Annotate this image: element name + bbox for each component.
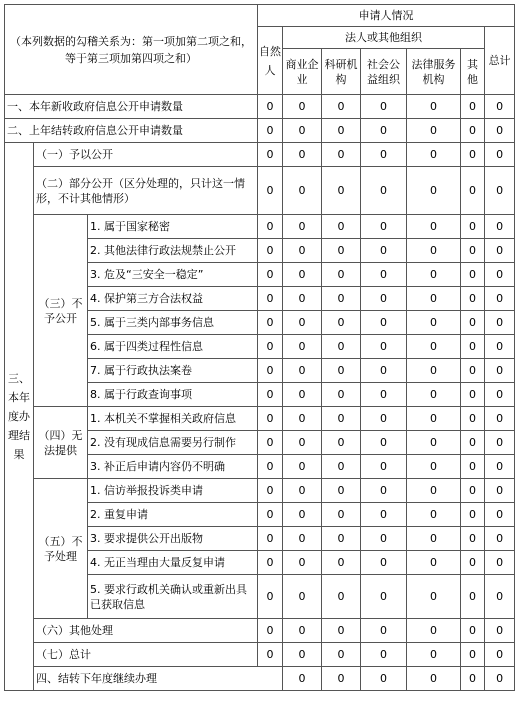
value-cell: 0 [283,503,322,527]
value-cell: 0 [361,407,407,431]
row-label: 3. 危及“三安全一稳定” [88,263,258,287]
value-cell: 0 [407,619,461,643]
value-cell: 0 [461,263,485,287]
value-cell: 0 [485,359,515,383]
value-cell: 0 [322,503,361,527]
value-cell: 0 [407,143,461,167]
value-cell: 0 [407,551,461,575]
row-label: 8. 属于行政查询事项 [88,383,258,407]
value-cell: 0 [361,455,407,479]
value-cell: 0 [407,239,461,263]
value-cell: 0 [407,383,461,407]
value-cell: 0 [485,215,515,239]
value-cell: 0 [485,335,515,359]
value-cell: 0 [361,527,407,551]
value-cell: 0 [461,215,485,239]
value-cell: 0 [485,407,515,431]
value-cell: 0 [361,167,407,215]
value-cell: 0 [461,335,485,359]
value-cell: 0 [485,431,515,455]
value-cell: 0 [258,335,283,359]
header-sub-column: 社会公益组织 [361,49,407,95]
value-cell: 0 [322,359,361,383]
value-cell: 0 [361,119,407,143]
value-cell: 0 [361,215,407,239]
value-cell: 0 [322,287,361,311]
value-cell: 0 [461,119,485,143]
value-cell: 0 [322,575,361,619]
value-cell: 0 [407,431,461,455]
value-cell: 0 [461,311,485,335]
value-cell: 0 [407,119,461,143]
value-cell: 0 [461,479,485,503]
value-cell: 0 [485,311,515,335]
value-cell: 0 [485,95,515,119]
value-cell: 0 [485,619,515,643]
value-cell: 0 [322,215,361,239]
value-cell: 0 [461,95,485,119]
value-cell: 0 [322,239,361,263]
value-cell: 0 [283,215,322,239]
value-cell: 0 [322,619,361,643]
value-cell: 0 [322,527,361,551]
value-cell: 0 [461,643,485,667]
header-natural-person: 自然人 [258,27,283,95]
value-cell: 0 [322,431,361,455]
value-cell: 0 [283,527,322,551]
value-cell: 0 [485,239,515,263]
row-label: 3. 要求提供公开出版物 [88,527,258,551]
value-cell: 0 [461,455,485,479]
value-cell: 0 [361,551,407,575]
value-cell: 0 [361,359,407,383]
value-cell: 0 [485,667,515,691]
value-cell: 0 [283,263,322,287]
value-cell: 0 [283,431,322,455]
value-cell: 0 [485,119,515,143]
value-cell: 0 [461,239,485,263]
value-cell: 0 [361,263,407,287]
header-sub-column: 科研机构 [322,49,361,95]
value-cell: 0 [485,479,515,503]
value-cell: 0 [461,551,485,575]
value-cell: 0 [407,479,461,503]
row-label: （一）予以公开 [34,143,258,167]
value-cell: 0 [258,551,283,575]
value-cell: 0 [407,575,461,619]
value-cell: 0 [283,239,322,263]
value-cell: 0 [407,503,461,527]
value-cell: 0 [258,643,283,667]
value-cell: 0 [283,119,322,143]
value-cell: 0 [322,643,361,667]
value-cell: 0 [361,643,407,667]
value-cell: 0 [461,431,485,455]
value-cell: 0 [407,527,461,551]
value-cell: 0 [361,95,407,119]
row-label: （七）总计 [34,643,258,667]
value-cell: 0 [283,667,322,691]
value-cell: 0 [485,287,515,311]
row-label: 1. 信访举报投诉类申请 [88,479,258,503]
value-cell: 0 [407,335,461,359]
value-cell: 0 [461,143,485,167]
row-label: 2. 其他法律行政法规禁止公开 [88,239,258,263]
value-cell: 0 [485,383,515,407]
value-cell: 0 [283,167,322,215]
value-cell: 0 [258,407,283,431]
value-cell: 0 [322,167,361,215]
value-cell: 0 [258,239,283,263]
section-3-label: 三、本年度办理结果 [5,143,34,691]
header-sub-column: 商业企业 [283,49,322,95]
row-label: 6. 属于四类过程性信息 [88,335,258,359]
row-label: 一、本年新收政府信息公开申请数量 [5,95,258,119]
value-cell: 0 [485,167,515,215]
value-cell: 0 [407,95,461,119]
value-cell: 0 [461,527,485,551]
row-label: 二、上年结转政府信息公开申请数量 [5,119,258,143]
value-cell: 0 [361,503,407,527]
value-cell: 0 [361,479,407,503]
value-cell: 0 [361,431,407,455]
value-cell: 0 [283,95,322,119]
value-cell: 0 [258,383,283,407]
header-note: （本列数据的勾稽关系为：第一项加第二项之和，等于第三项加第四项之和） [5,5,258,95]
value-cell: 0 [461,167,485,215]
value-cell: 0 [361,335,407,359]
value-cell: 0 [258,479,283,503]
row-label: 4. 无正当理由大量反复申请 [88,551,258,575]
value-cell: 0 [361,619,407,643]
value-cell: 0 [322,667,361,691]
row-label: （二）部分公开（区分处理的，只计这一情形，不计其他情形） [34,167,258,215]
value-cell: 0 [283,143,322,167]
value-cell: 0 [258,311,283,335]
value-cell: 0 [407,311,461,335]
value-cell: 0 [322,143,361,167]
value-cell: 0 [283,407,322,431]
value-cell: 0 [283,643,322,667]
value-cell: 0 [322,551,361,575]
disclosure-statistics-table [4,4,515,691]
value-cell: 0 [258,143,283,167]
row-label: 2. 重复申请 [88,503,258,527]
value-cell: 0 [322,119,361,143]
value-cell: 0 [258,119,283,143]
row-label: 7. 属于行政执法案卷 [88,359,258,383]
group-3-label: （三）不予公开 [34,215,88,407]
group-4-label: （四）无法提供 [34,407,88,479]
value-cell: 0 [283,575,322,619]
value-cell: 0 [258,619,283,643]
row-label: 3. 补正后申请内容仍不明确 [88,455,258,479]
value-cell: 0 [322,407,361,431]
row-label: 2. 没有现成信息需要另行制作 [88,431,258,455]
value-cell: 0 [258,215,283,239]
value-cell: 0 [322,455,361,479]
value-cell: 0 [361,143,407,167]
group-5-label: （五）不予处理 [34,479,88,619]
value-cell: 0 [485,143,515,167]
value-cell: 0 [283,287,322,311]
value-cell: 0 [361,667,407,691]
value-cell: 0 [407,455,461,479]
value-cell: 0 [258,263,283,287]
value-cell: 0 [461,667,485,691]
header-legal-person-group: 法人或其他组织 [283,27,485,49]
row-label: 1. 本机关不掌握相关政府信息 [88,407,258,431]
value-cell: 0 [407,643,461,667]
value-cell: 0 [258,359,283,383]
value-cell: 0 [361,311,407,335]
value-cell: 0 [461,287,485,311]
value-cell: 0 [485,551,515,575]
value-cell: 0 [322,383,361,407]
value-cell: 0 [361,287,407,311]
value-cell: 0 [461,503,485,527]
value-cell: 0 [361,383,407,407]
value-cell: 0 [258,503,283,527]
value-cell: 0 [258,575,283,619]
value-cell: 0 [407,263,461,287]
value-cell: 0 [283,311,322,335]
row-label: 4. 保护第三方合法权益 [88,287,258,311]
value-cell: 0 [461,383,485,407]
value-cell: 0 [485,503,515,527]
header-sub-column: 其他 [461,49,485,95]
value-cell: 0 [485,263,515,287]
value-cell: 0 [485,575,515,619]
row-label: 1. 属于国家秘密 [88,215,258,239]
value-cell: 0 [361,575,407,619]
value-cell: 0 [485,527,515,551]
row-label: 5. 属于三类内部事务信息 [88,311,258,335]
value-cell: 0 [258,167,283,215]
value-cell: 0 [461,619,485,643]
value-cell: 0 [258,431,283,455]
value-cell: 0 [322,479,361,503]
value-cell: 0 [283,335,322,359]
value-cell: 0 [283,619,322,643]
header-total: 总计 [485,27,515,95]
header-sub-column: 法律服务机构 [407,49,461,95]
value-cell: 0 [461,359,485,383]
value-cell: 0 [258,455,283,479]
value-cell: 0 [322,95,361,119]
row-label: （六）其他处理 [34,619,258,643]
value-cell: 0 [461,575,485,619]
value-cell: 0 [283,359,322,383]
value-cell: 0 [258,287,283,311]
value-cell: 0 [485,455,515,479]
value-cell: 0 [407,667,461,691]
value-cell: 0 [322,335,361,359]
value-cell: 0 [322,311,361,335]
value-cell: 0 [258,95,283,119]
value-cell: 0 [283,455,322,479]
value-cell: 0 [407,407,461,431]
row-label: 5. 要求行政机关确认或重新出具已获取信息 [88,575,258,619]
value-cell: 0 [407,167,461,215]
value-cell: 0 [258,527,283,551]
value-cell: 0 [407,287,461,311]
value-cell: 0 [283,383,322,407]
value-cell: 0 [322,263,361,287]
value-cell: 0 [407,359,461,383]
value-cell: 0 [283,551,322,575]
value-cell: 0 [283,479,322,503]
header-applicant-info: 申请人情况 [258,5,515,27]
value-cell: 0 [407,215,461,239]
value-cell: 0 [361,239,407,263]
row-label: 四、结转下年度继续办理 [34,667,283,691]
value-cell: 0 [461,407,485,431]
value-cell: 0 [485,643,515,667]
